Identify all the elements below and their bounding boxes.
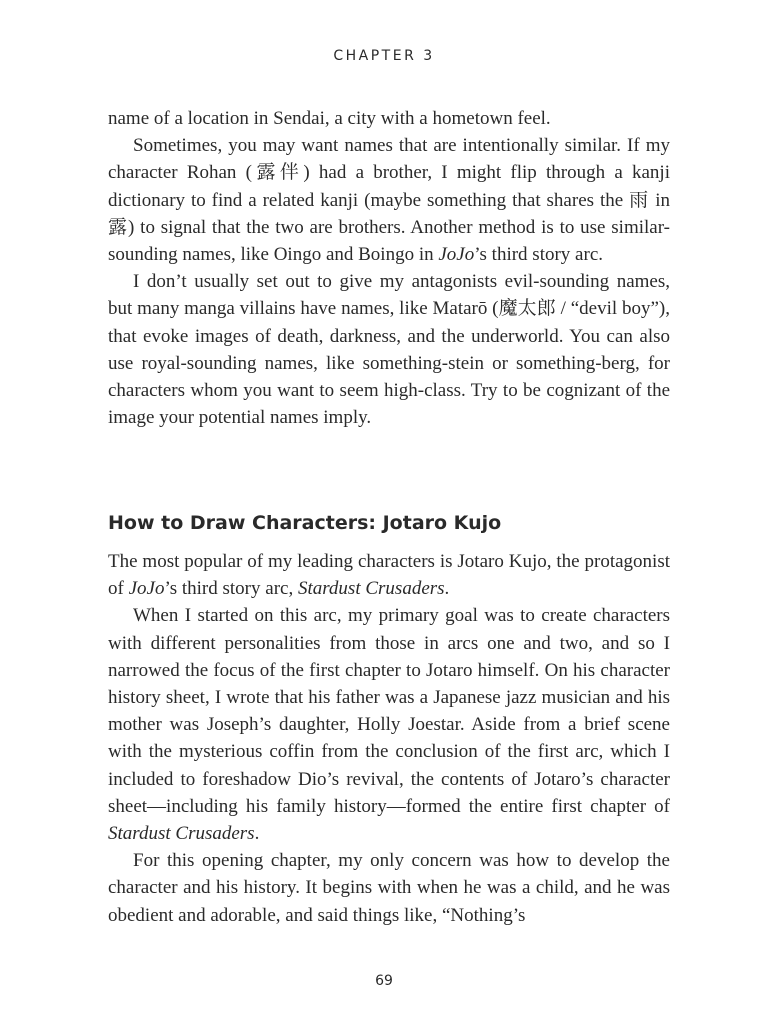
paragraph-text: ’s third story arc, bbox=[164, 578, 298, 600]
paragraph-similar-names bbox=[108, 132, 670, 268]
paragraph-jotaro-intro bbox=[108, 548, 670, 602]
running-head-chapter: CHAPTER 3 bbox=[333, 48, 435, 64]
paragraph-text: ’s third story arc. bbox=[474, 244, 604, 266]
paragraph-text: The most popular of my leading characters is Jotaro Kujo, the protagonist of bbox=[108, 551, 670, 600]
italic-title-stardust-crusaders: Stardust Crusaders bbox=[297, 578, 445, 600]
paragraph-text: Sometimes, you may want names that are intentionally similar. If my character Rohan (露伴) had a brother, I might flip through a kanji dictionary to find a related kanji (maybe something that shares the 雨 in 露) to signal that the two are brothers. Another method is to use similar-sounding names, like Oingo and Boingo in bbox=[108, 135, 670, 266]
paragraph-text: . bbox=[254, 823, 260, 845]
section-heading: How to Draw Characters: Jotaro Kujo bbox=[108, 512, 502, 534]
paragraph-arc-goal bbox=[108, 602, 670, 847]
body-text-top bbox=[108, 105, 670, 431]
paragraph-text: . bbox=[444, 578, 450, 600]
italic-title-jojo: JoJo bbox=[128, 578, 165, 600]
page-number: 69 bbox=[375, 973, 393, 989]
paragraph-text: When I started on this arc, my primary goal was to create characters with different personalities from those in arcs one and two, and so I narrowed the focus of the first chapter to Jotaro himself. On his character history sheet, I wrote that his father was a Japanese jazz musician and his mother was Joseph’s daughter, Holly Joestar. Aside from a brief scene with the mysterious coffin from the conclusion of the first arc, which I included to foreshadow Dio’s revival, the contents of Jotaro’s character sheet—including his family history—formed the entire first chapter of bbox=[108, 605, 670, 817]
italic-title-jojo: JoJo bbox=[438, 244, 475, 266]
paragraph-continuation: name of a location in Sendai, a city with a hometown feel. bbox=[108, 108, 551, 129]
body-text-bottom bbox=[108, 548, 670, 929]
italic-title-stardust-crusaders: Stardust Crusaders bbox=[108, 823, 255, 845]
paragraph-antagonist-names: I don’t usually set out to give my antagonists evil-sounding names, but many manga villains have names, like Matarō (魔太郎 / “devil boy”), that evoke images of death, darkness, and the underworld. You can also use royal-sounding names, like something-stein or something-berg, for characters whom you want to seem high-class. Try to be cognizant of the image your potential names imply. bbox=[108, 271, 670, 429]
paragraph-opening-chapter: For this opening chapter, my only concern was how to develop the character and his history. It begins with when he was a child, and he was obedient and adorable, and said things like, “Nothing’s bbox=[108, 850, 670, 926]
